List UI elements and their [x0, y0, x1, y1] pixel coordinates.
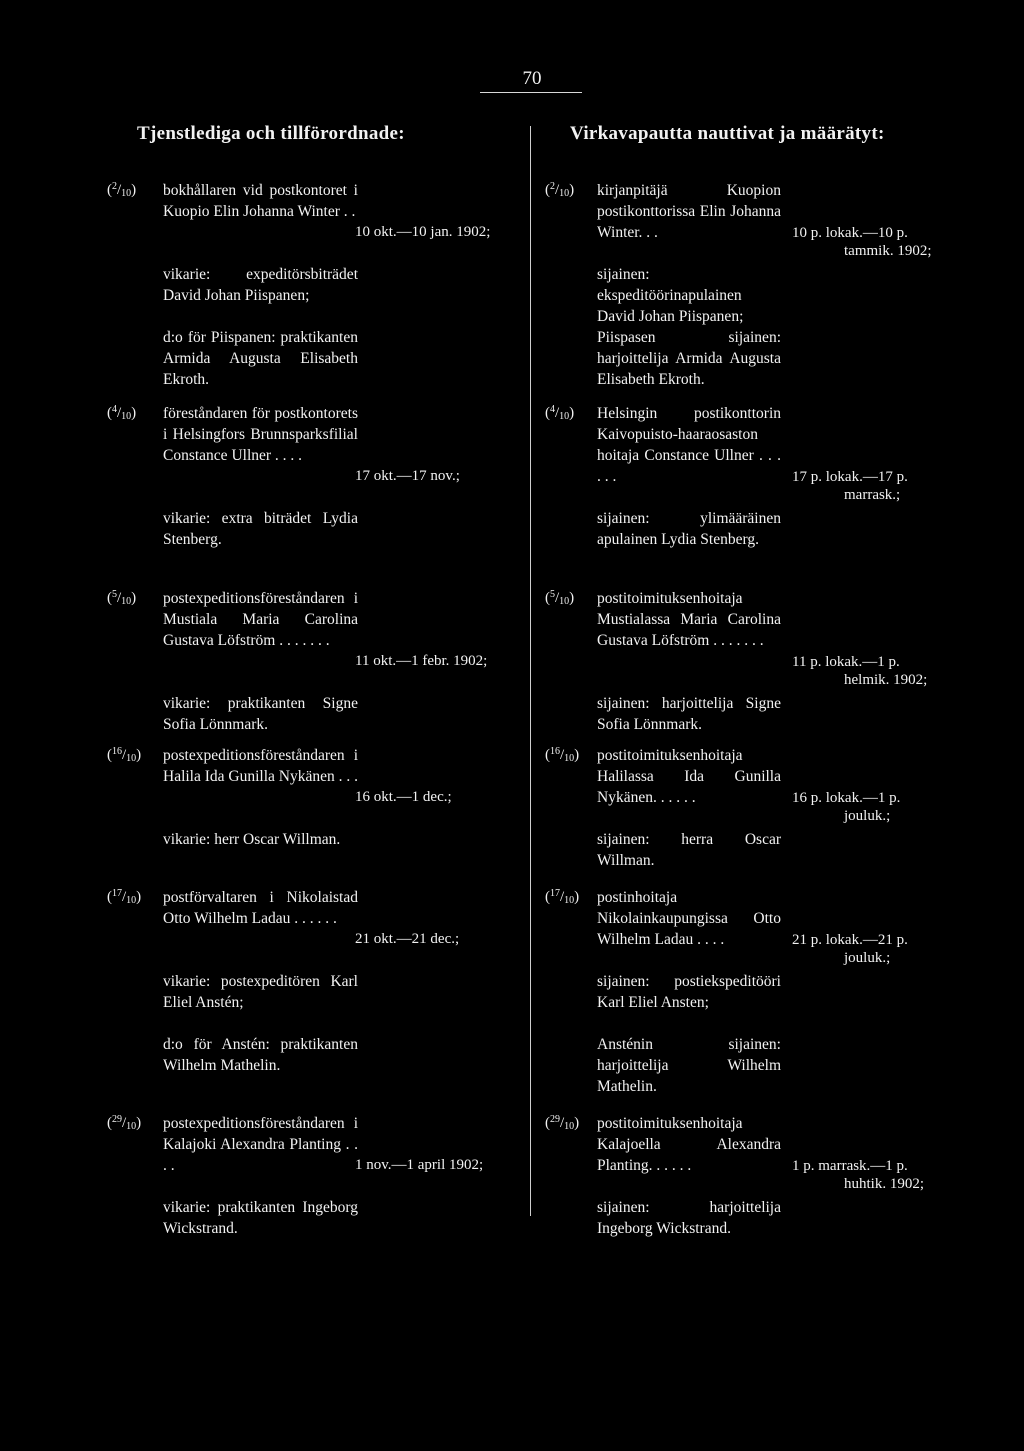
- substitute-left: vikarie: praktikanten Ingeborg Wickstrand.: [163, 1199, 358, 1237]
- entry-date-left: $(^4/_{10})$: [107, 404, 137, 422]
- entry-date-left: $(^2/_{10})$: [107, 181, 137, 199]
- entry-date-left: $(^{16}/_{10})$: [107, 746, 142, 764]
- entry-period-left: 17 okt.—17 nov.;: [355, 468, 460, 484]
- substitute-right: sijainen: postiekspeditööri Karl Eliel Ansten;: [597, 973, 781, 1011]
- entry-period-right: 10 p. lokak.—10 p. tammik. 1902;: [792, 225, 932, 259]
- entry-period-left: 16 okt.—1 dec.;: [355, 789, 452, 805]
- entry-text-right: postitoimituksenhoitaja Halilassa Ida Gunilla Nykänen. . . . . .: [597, 747, 781, 806]
- entry-date-left: $(^{29}/_{10})$: [107, 1114, 142, 1132]
- entry-text-left: postexpeditionsföreståndaren i Mustiala Maria Carolina Gustava Löfström . . . . . . .: [163, 590, 358, 649]
- substitute-left: d:o för Piispanen: praktikanten Armida Augusta Elisabeth Ekroth.: [163, 329, 358, 388]
- entry-date-right: $(^4/_{10})$: [545, 404, 575, 422]
- entry-text-right: postitoimituksenhoitaja Kalajoella Alexandra Planting. . . . . .: [597, 1115, 781, 1174]
- entry-text-left: postexpeditionsföreståndaren i Kalajoki Alexandra Planting . . . .: [163, 1115, 358, 1174]
- entry-period-right: 11 p. lokak.—1 p. helmik. 1902;: [792, 654, 928, 688]
- entry-text-right: Helsingin postikonttorin Kaivopuisto-haaraosaston hoitaja Constance Ullner . . . . . .: [597, 405, 781, 485]
- entry-period-left: 1 nov.—1 april 1902;: [355, 1157, 484, 1173]
- entry-text-left: bokhållaren vid postkontoret i Kuopio Elin Johanna Winter . .: [163, 182, 358, 220]
- entry-text-left: postförvaltaren i Nikolaistad Otto Wilhelm Ladau . . . . . .: [163, 889, 358, 927]
- entry-date-right: $(^2/_{10})$: [545, 181, 575, 199]
- entry-text-right: postinhoitaja Nikolainkaupungissa Otto Wilhelm Ladau . . . .: [597, 889, 781, 948]
- column-divider: [530, 126, 531, 1216]
- entry-period-right: 16 p. lokak.—1 p. jouluk.;: [792, 790, 901, 824]
- substitute-left: vikarie: expeditörsbiträdet David Johan Piispanen;: [163, 266, 358, 304]
- substitute-right: Piispasen sijainen: harjoittelija Armida Augusta Elisabeth Ekroth.: [597, 329, 781, 388]
- entry-text-right: postitoimituksenhoitaja Mustialassa Maria Carolina Gustava Löfström . . . . . . .: [597, 590, 781, 649]
- entry-text-left: föreståndaren för postkontorets i Helsingfors Brunnsparksfilial Constance Ullner . . . .: [163, 405, 358, 464]
- page-number: 70: [522, 68, 542, 89]
- entry-period-left: 21 okt.—21 dec.;: [355, 931, 460, 947]
- entry-date-left: $(^{17}/_{10})$: [107, 888, 142, 906]
- entry-period-right: 17 p. lokak.—17 p. marrask.;: [792, 469, 908, 503]
- substitute-left: vikarie: postexpeditören Karl Eliel Anstén;: [163, 973, 358, 1011]
- substitute-right: Ansténin sijainen: harjoittelija Wilhelm Mathelin.: [597, 1036, 781, 1095]
- substitute-right: sijainen: harjoittelija Ingeborg Wickstrand.: [597, 1199, 781, 1237]
- substitute-left: vikarie: herr Oscar Willman.: [163, 831, 341, 848]
- right-column-header: Virkavapautta nauttivat ja määrätyt:: [570, 123, 885, 144]
- substitute-right: sijainen: herra Oscar Willman.: [597, 831, 781, 869]
- entry-text-right: kirjanpitäjä Kuopion postikonttorissa Elin Johanna Winter. . .: [597, 182, 781, 241]
- entry-date-left: $(^5/_{10})$: [107, 589, 137, 607]
- left-column-header: Tjenstlediga och tillförordnade:: [137, 123, 405, 144]
- entry-date-right: $(^{16}/_{10})$: [545, 746, 580, 764]
- entry-period-left: 10 okt.—10 jan. 1902;: [355, 224, 491, 240]
- entry-date-right: $(^5/_{10})$: [545, 589, 575, 607]
- entry-text-left: postexpeditionsföreståndaren i Halila Ida Gunilla Nykänen . . .: [163, 747, 358, 785]
- substitute-left: d:o för Anstén: praktikanten Wilhelm Mathelin.: [163, 1036, 358, 1074]
- entry-period-right: 1 p. marrask.—1 p. huhtik. 1902;: [792, 1158, 925, 1192]
- substitute-right: sijainen: harjoittelija Signe Sofia Lönnmark.: [597, 695, 781, 733]
- entry-period-right: 21 p. lokak.—21 p. jouluk.;: [792, 932, 908, 966]
- substitute-left: vikarie: extra biträdet Lydia Stenberg.: [163, 510, 358, 548]
- substitute-left: vikarie: praktikanten Signe Sofia Lönnmark.: [163, 695, 358, 733]
- entry-date-right: $(^{17}/_{10})$: [545, 888, 580, 906]
- substitute-right: sijainen: ylimääräinen apulainen Lydia Stenberg.: [597, 510, 781, 548]
- page-number-rule: [480, 92, 582, 93]
- substitute-right: sijainen: ekspeditöörinapulainen David Johan Piispanen;: [597, 266, 744, 325]
- entry-date-right: $(^{29}/_{10})$: [545, 1114, 580, 1132]
- entry-period-left: 11 okt.—1 febr. 1902;: [355, 653, 488, 669]
